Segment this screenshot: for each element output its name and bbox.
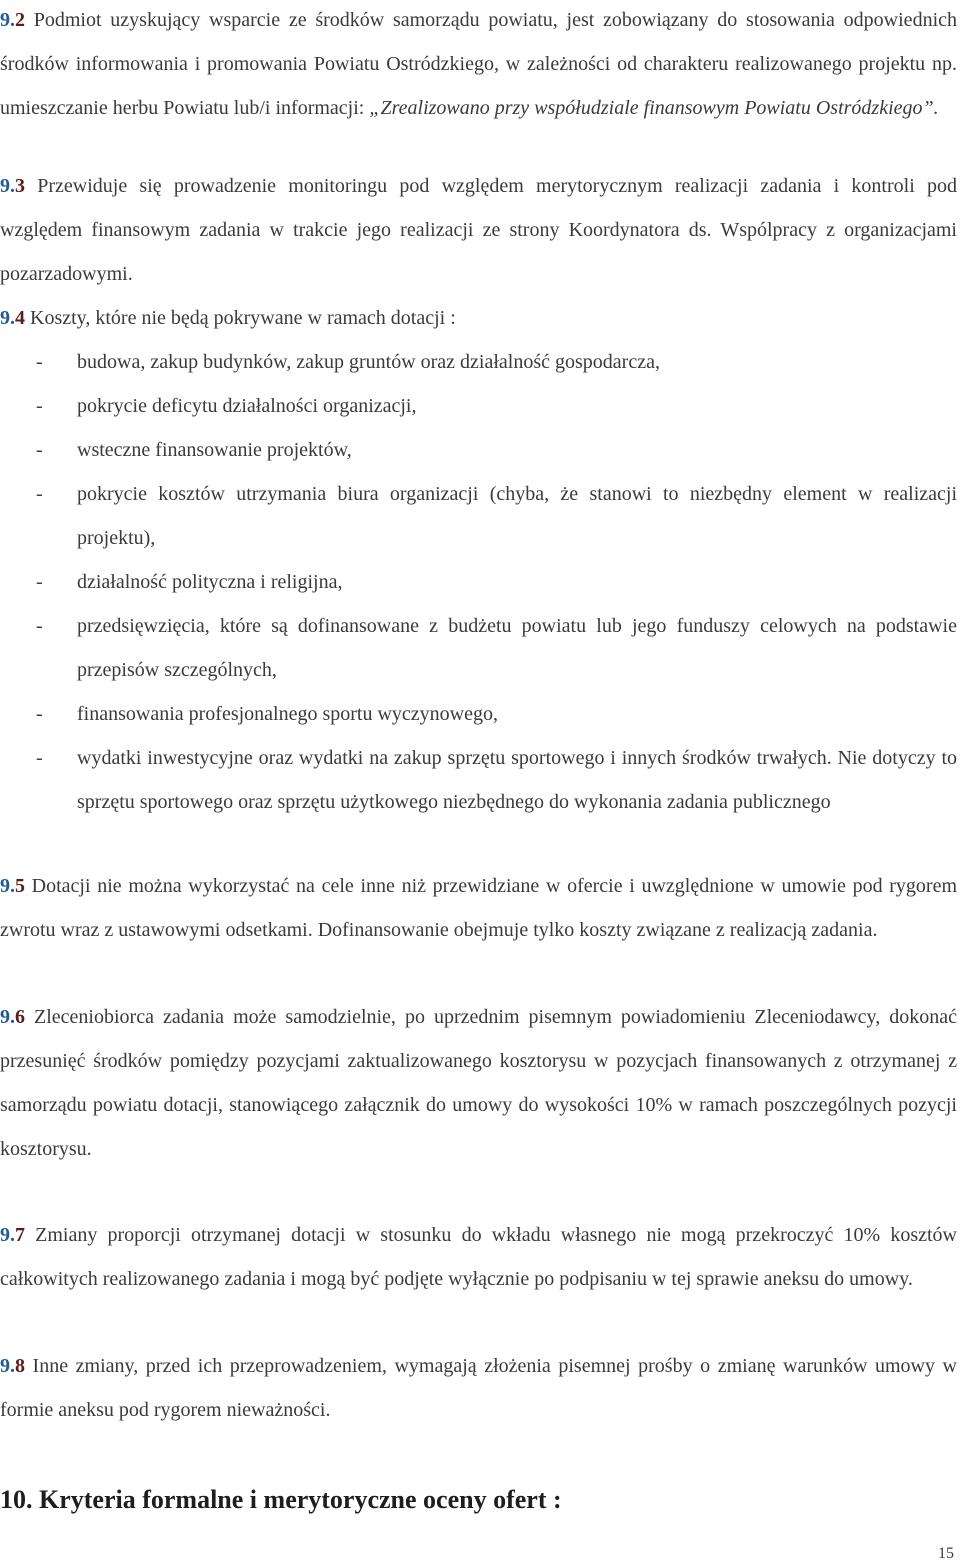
- list-item: [0, 692, 957, 736]
- paragraph-9-8: [0, 1344, 957, 1432]
- list-dash: -: [36, 395, 43, 417]
- paragraph-9-3: [0, 164, 957, 296]
- list-item-text: pokrycie kosztów utrzymania biura organizacji (chyba, że stanowi to niezbędny element w realizacji projektu),: [77, 483, 957, 549]
- paragraph-text: Inne zmiany, przed ich przeprowadzeniem, wymagają złożenia pisemnej prośby o zmianę warunków umowy w formie aneksu pod rygorem nieważności.: [0, 1355, 957, 1421]
- section-number: 9.6: [0, 1006, 25, 1028]
- paragraph-9-2: [0, 0, 957, 130]
- list-item: [0, 340, 957, 384]
- paragraph-9-7: [0, 1213, 957, 1301]
- list-item: [0, 604, 957, 692]
- paragraph-text: Zleceniobiorca zadania może samodzielnie, po uprzednim pisemnym powiadomieniu Zleceniodawcy, dokonać przesunięć środków pomiędzy pozycjami zaktualizowanego kosztorysu w pozycjach finansowanych z otrzymanej z samorządu powiatu dotacji, stanowiącego załącznik do umowy do wysokości 10% w ramach poszczególnych pozycji kosztorysu.: [0, 1006, 957, 1160]
- paragraph-text: Zmiany proporcji otrzymanej dotacji w stosunku do wkładu własnego nie mogą przekroczyć 10% kosztów całkowitych realizowanego zadania i mogą być podjęte wyłącznie po podpisaniu w tej sprawie aneksu do umowy.: [0, 1224, 957, 1290]
- list-dash: -: [36, 615, 43, 637]
- list-item: [0, 736, 957, 824]
- list-item-text: działalność polityczna i religijna,: [77, 571, 343, 593]
- list-item-text: wsteczne finansowanie projektów,: [77, 439, 352, 461]
- section-number: 9.7: [0, 1224, 25, 1246]
- list-item-text: finansowania profesjonalnego sportu wyczynowego,: [77, 703, 498, 725]
- section-number: 9.2: [0, 9, 25, 31]
- list-item-text: wydatki inwestycyjne oraz wydatki na zakup sprzętu sportowego i innych środków trwałych. Nie dotyczy to sprzętu sportowego oraz sprzętu użytkowego niezbędnego do wykonania zadania publicznego: [77, 747, 957, 813]
- list-dash: -: [36, 571, 43, 593]
- paragraph-9-4: [0, 296, 957, 340]
- paragraph-text: Dotacji nie można wykorzystać na cele inne niż przewidziane w ofercie i uwzględnione w umowie pod rygorem zwrotu wraz z ustawowymi odsetkami. Dofinansowanie obejmuje tylko koszty związane z realizacją zadania.: [0, 875, 957, 941]
- list-item: [0, 472, 957, 560]
- paragraph-9-6: [0, 995, 957, 1171]
- list-dash: -: [36, 703, 43, 725]
- paragraph-text: Przewiduje się prowadzenie monitoringu pod względem merytorycznym realizacji zadania i kontroli pod względem finansowym zadania w trakcie jego realizacji ze strony Koordynatora ds. Wspólpracy z organizacjami pozarzadowymi.: [0, 175, 957, 285]
- list-dash: -: [36, 747, 43, 769]
- list-item-text: pokrycie deficytu działalności organizacji,: [77, 395, 417, 417]
- paragraph-text: Koszty, które nie będą pokrywane w ramach dotacji :: [25, 307, 456, 329]
- list-item-text: przedsięwzięcia, które są dofinansowane z budżetu powiatu lub jego funduszy celowych na podstawie przepisów szczególnych,: [77, 615, 957, 681]
- section-number: 9.3: [0, 175, 25, 197]
- section-number: 9.4: [0, 307, 25, 329]
- list-dash: -: [36, 483, 43, 505]
- list-item: [0, 428, 957, 472]
- page-number: 15: [938, 1545, 954, 1562]
- list-item: [0, 384, 957, 428]
- list-item-text: budowa, zakup budynków, zakup gruntów oraz działalność gospodarcza,: [77, 351, 660, 373]
- section-heading: 10. Kryteria formalne i merytoryczne oceny ofert :: [0, 1485, 562, 1514]
- section-number: 9.8: [0, 1355, 25, 1377]
- quote-text: „Zrealizowano przy współudziale finansowym Powiatu Ostródzkiego”.: [369, 97, 939, 119]
- excluded-costs-list: [0, 340, 957, 824]
- list-dash: -: [36, 351, 43, 373]
- paragraph-text: Podmiot uzyskujący wsparcie ze środków samorządu powiatu, jest zobowiązany do stosowania odpowiednich środków informowania i promowania Powiatu Ostródzkiego, w zależności od charakteru realizowanego projektu np. umieszczanie herbu Powiatu lub/i informacji:: [0, 9, 957, 119]
- paragraph-9-5: [0, 864, 957, 952]
- list-dash: -: [36, 439, 43, 461]
- list-item: [0, 560, 957, 604]
- section-number: 9.5: [0, 875, 25, 897]
